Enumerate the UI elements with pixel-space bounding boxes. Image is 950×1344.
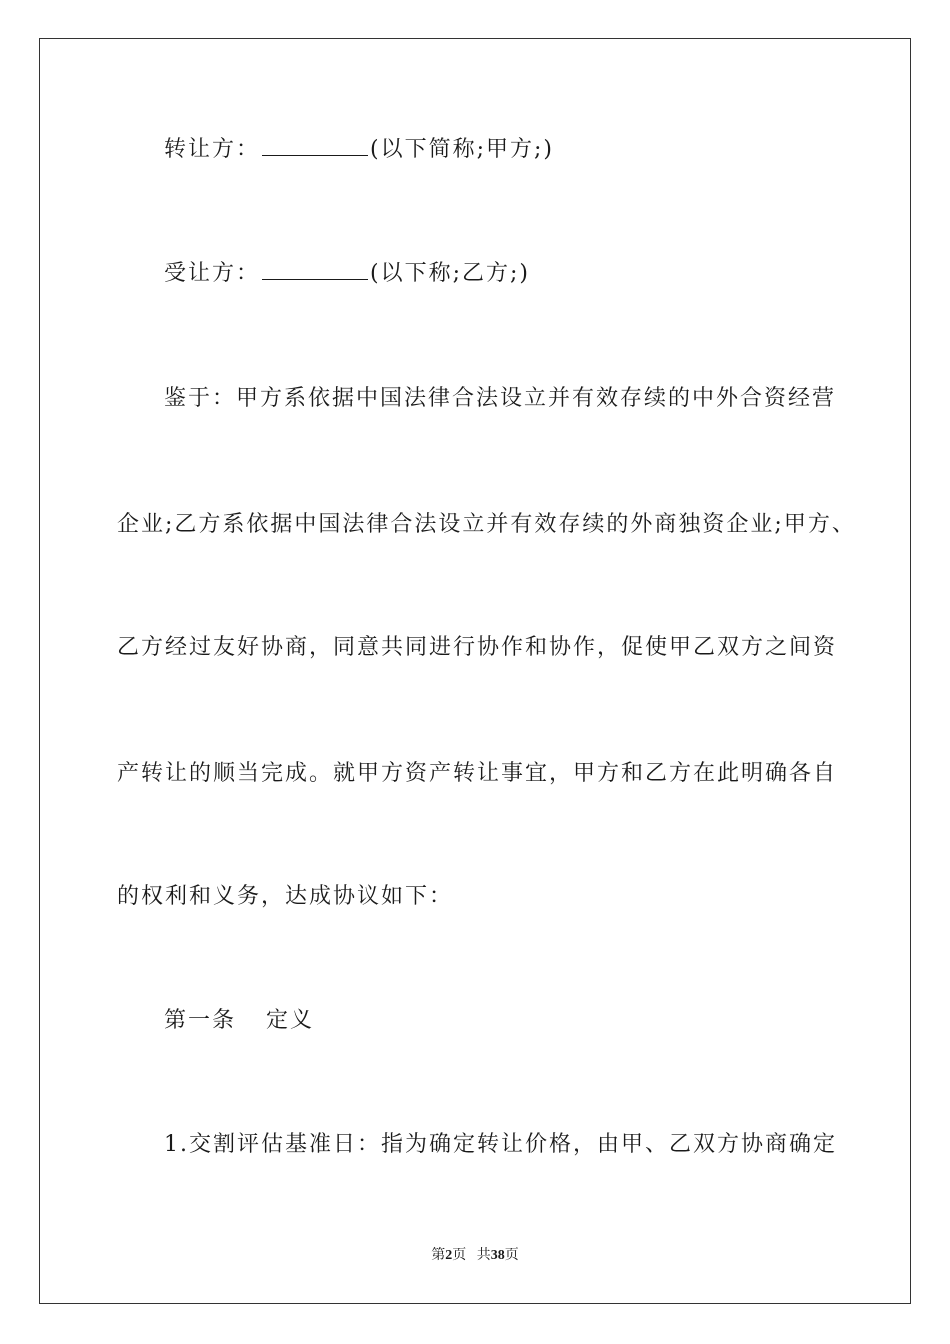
recital-line-3: 乙方经过友好协商，同意共同进行协作和协作，促使甲乙双方之间资 (117, 635, 838, 660)
transferee-blank (262, 259, 368, 280)
article-title: 定义 (266, 1008, 315, 1033)
page-border (39, 38, 911, 1304)
recital-line-2: 企业;乙方系依据中国法律合法设立并有效存续的外商独资企业;甲方、 (117, 512, 856, 537)
transferee-line (164, 259, 530, 289)
definition-item-1: 1.交割评估基准日：指为确定转让价格，由甲、乙双方协商确定 (164, 1132, 837, 1157)
page-footer: 第2页 共38页 (431, 1248, 519, 1263)
page-number: 2 (445, 1248, 453, 1263)
recital-line-4: 产转让的顺当完成。就甲方资产转让事宜，甲方和乙方在此明确各自 (117, 761, 838, 786)
transferee-label: 受让方： (164, 261, 261, 286)
recital-line-5: 的权利和义务，达成协议如下： (117, 884, 454, 909)
transferor-suffix: (以下简称;甲方;) (370, 137, 555, 162)
article-number: 第一条 (164, 1008, 237, 1033)
recital-line-1: 鉴于：甲方系依据中国法律合法设立并有效存续的中外合资经营 (164, 386, 837, 411)
transferor-line (164, 135, 554, 165)
transferee-suffix: (以下称;乙方;) (370, 261, 531, 286)
total-pages: 38 (490, 1248, 505, 1263)
transferor-label: 转让方： (164, 137, 261, 162)
transferor-blank (262, 135, 368, 156)
article-heading (164, 1006, 314, 1036)
